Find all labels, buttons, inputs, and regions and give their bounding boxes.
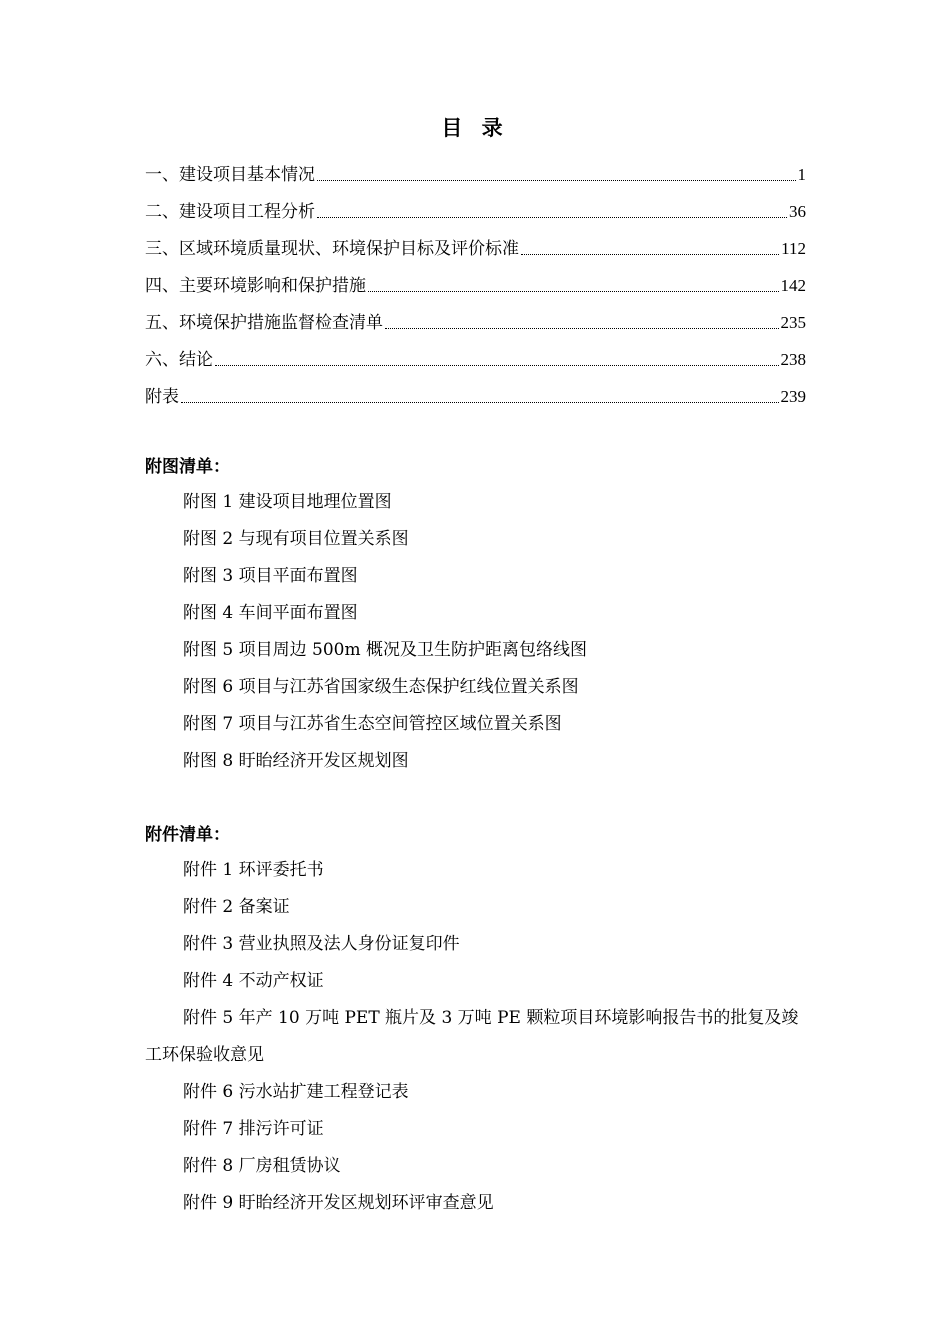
figure-item: 附图 4 车间平面布置图 — [183, 603, 358, 623]
figures-heading: 附图清单： — [145, 457, 230, 477]
toc-entry-label: 三、区域环境质量现状、环境保护目标及评价标准 — [145, 239, 519, 259]
attachment-item: 附件 4 不动产权证 — [183, 971, 324, 991]
figure-item: 附图 1 建设项目地理位置图 — [183, 492, 392, 512]
toc-entry-page: 142 — [780, 276, 806, 295]
toc-leader-dots — [368, 291, 779, 292]
toc-entry[interactable] — [145, 341, 806, 378]
toc-entry-label: 一、建设项目基本情况 — [145, 165, 315, 185]
toc-entry[interactable] — [145, 378, 806, 415]
toc-leader-dots — [521, 254, 779, 255]
figure-item: 附图 5 项目周边 500m 概况及卫生防护距离包络线图 — [183, 640, 587, 660]
figure-item: 附图 2 与现有项目位置关系图 — [183, 529, 409, 549]
attachment-item: 附件 8 厂房租赁协议 — [183, 1156, 341, 1176]
figure-item: 附图 3 项目平面布置图 — [183, 566, 358, 586]
toc-leader-dots — [317, 180, 796, 181]
attachment-item: 附件 3 营业执照及法人身份证复印件 — [183, 934, 460, 954]
figure-item: 附图 8 盱眙经济开发区规划图 — [183, 751, 409, 771]
attachments-list — [145, 852, 810, 1222]
attachment-item: 附件 5 年产 10 万吨 PET 瓶片及 3 万吨 PE 颗粒项目环境影响报告书的批复及竣工环保验收意见 — [145, 1008, 799, 1065]
figure-item: 附图 7 项目与江苏省生态空间管控区域位置关系图 — [183, 714, 562, 734]
toc-entry[interactable] — [145, 156, 806, 193]
toc-leader-dots — [317, 217, 787, 218]
toc-leader-dots — [215, 365, 779, 366]
toc-entry[interactable] — [145, 193, 806, 230]
attachment-item: 附件 2 备案证 — [183, 897, 290, 917]
figure-item: 附图 6 项目与江苏省国家级生态保护红线位置关系图 — [183, 677, 579, 697]
toc-entry-label: 六、结论 — [145, 350, 213, 370]
toc-entry-label: 附表 — [145, 387, 179, 407]
toc-entry-page: 112 — [781, 239, 806, 258]
toc-entry-page: 235 — [780, 313, 806, 332]
toc-entry-label: 二、建设项目工程分析 — [145, 202, 315, 222]
attachments-heading: 附件清单： — [145, 825, 230, 845]
figures-list — [145, 484, 810, 780]
toc-entry[interactable] — [145, 267, 806, 304]
attachment-item: 附件 9 盱眙经济开发区规划环评审查意见 — [183, 1193, 494, 1213]
toc-title: 目 录 — [441, 115, 509, 140]
toc-entry-page: 239 — [780, 387, 806, 406]
toc-entry-page: 238 — [780, 350, 806, 369]
toc-entry-label: 四、主要环境影响和保护措施 — [145, 276, 366, 296]
toc-entry-label: 五、环境保护措施监督检查清单 — [145, 313, 383, 333]
table-of-contents — [145, 156, 806, 415]
attachment-item: 附件 1 环评委托书 — [183, 860, 324, 880]
toc-entry-page: 1 — [797, 165, 806, 184]
toc-entry[interactable] — [145, 304, 806, 341]
attachment-item: 附件 7 排污许可证 — [183, 1119, 324, 1139]
toc-leader-dots — [385, 328, 779, 329]
toc-leader-dots — [181, 402, 779, 403]
toc-entry[interactable] — [145, 230, 806, 267]
attachment-item: 附件 6 污水站扩建工程登记表 — [183, 1082, 409, 1102]
toc-entry-page: 36 — [789, 202, 806, 221]
